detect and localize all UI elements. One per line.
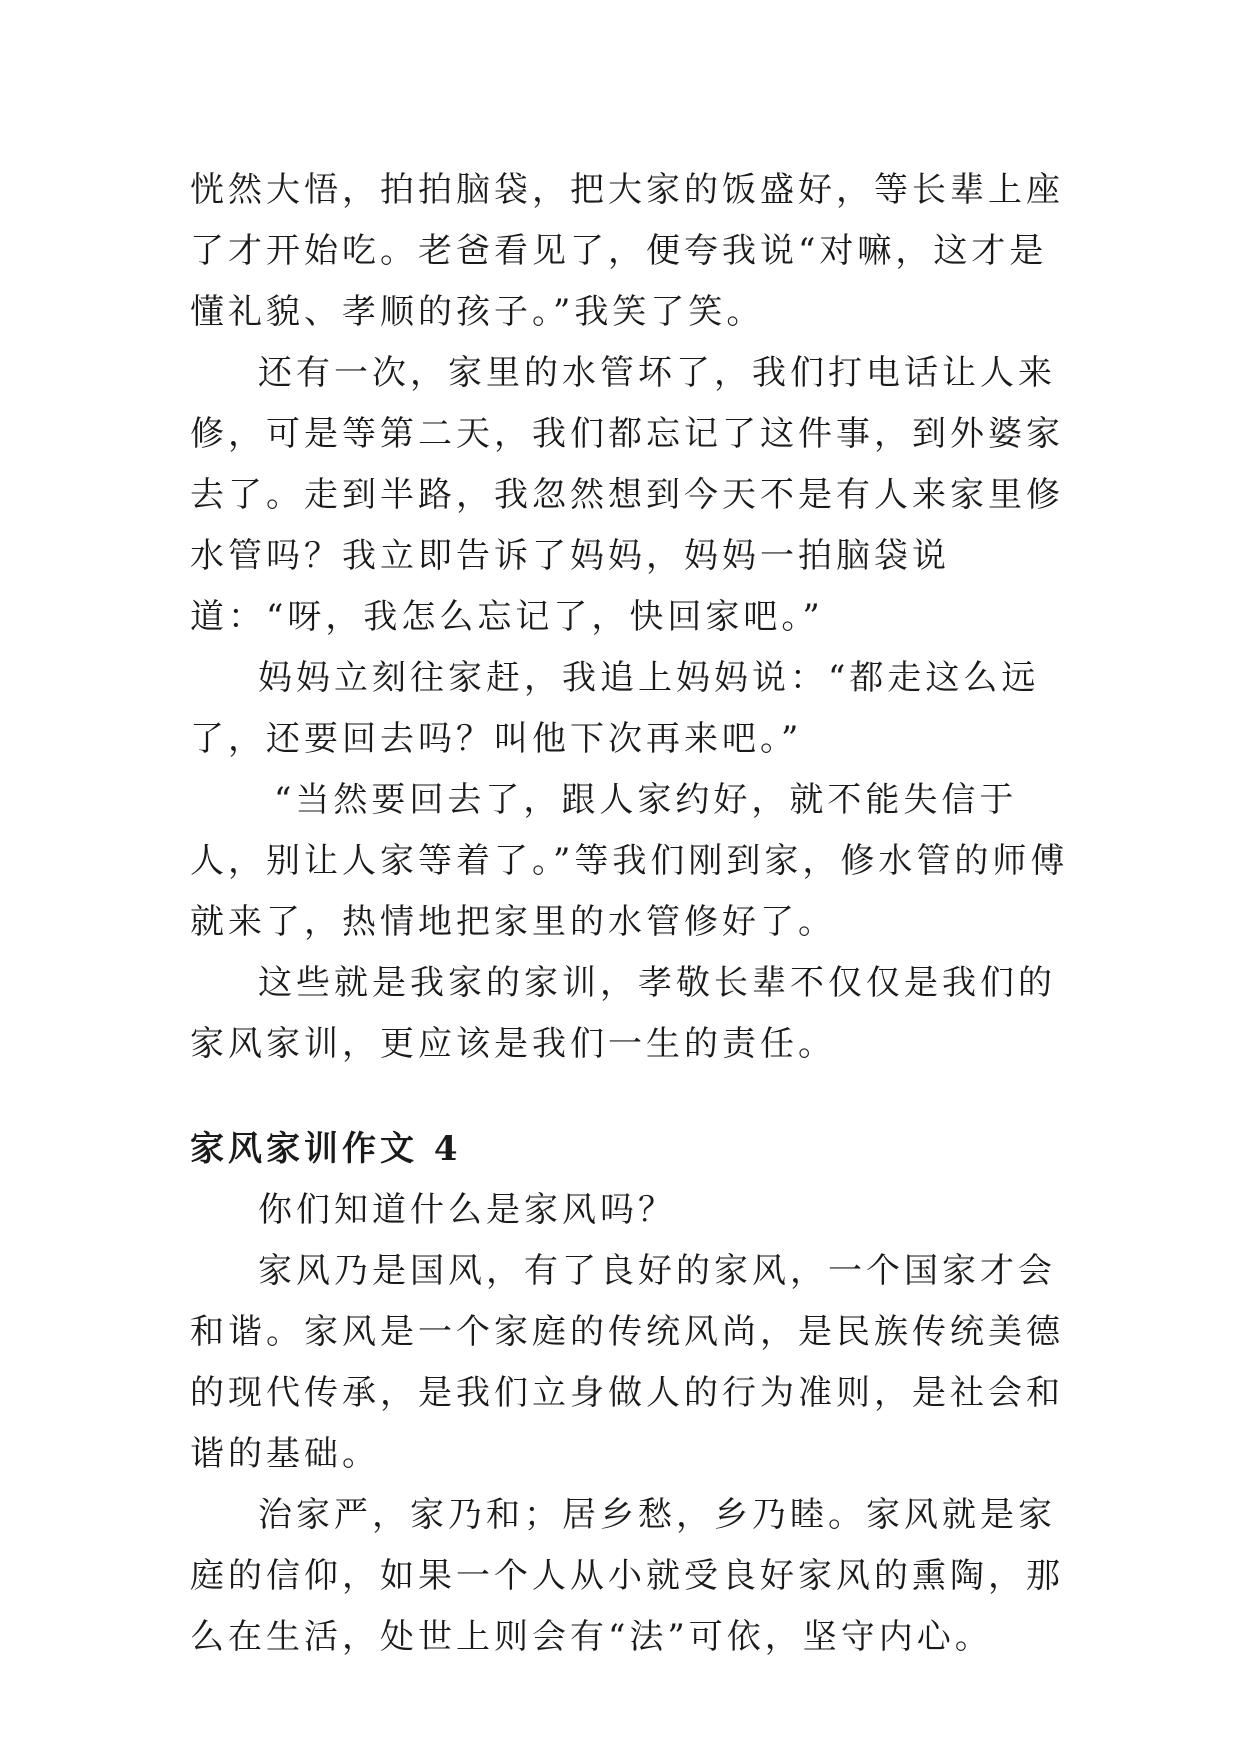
paragraph-continuation: 恍然大悟，拍拍脑袋，把大家的饭盛好，等长辈上座了才开始吃。老爸看见了，便夸我说“对嘛，这才是懂礼貌、孝顺的孩子。”我笑了笑。	[190, 170, 1064, 332]
document-page	[190, 160, 1070, 1668]
section-spacer	[190, 1075, 1070, 1119]
paragraph-keep-promise: “当然要回去了，跟人家约好，就不能失信于人，别让人家等着了。”等我们刚到家，修水管的师傅就来了，热情地把家里的水管修好了。	[190, 780, 1069, 942]
paragraph-conclusion: 这些就是我家的家训，孝敬长辈不仅仅是我们的家风家训，更应该是我们一生的责任。	[190, 963, 1056, 1064]
paragraph-national-style: 家风乃是国风，有了良好的家风，一个国家才会和谐。家风是一个家庭的传统风尚，是民族传统美德的现代传承，是我们立身做人的行为准则，是社会和谐的基础。	[190, 1251, 1064, 1474]
section-title: 家风家训作文 4	[190, 1129, 462, 1169]
paragraph-water-pipe: 还有一次，家里的水管坏了，我们打电话让人来修，可是等第二天，我们都忘记了这件事，到外婆家去了。走到半路，我忽然想到今天不是有人来家里修水管吗？我立即告诉了妈妈，妈妈一拍脑袋说道：“呀，我怎么忘记了，快回家吧。”	[190, 353, 1064, 637]
paragraph-mother-returns: 妈妈立刻往家赶，我追上妈妈说：“都走这么远了，还要回去吗？叫他下次再来吧。”	[190, 658, 1040, 759]
paragraph-question: 你们知道什么是家风吗？	[258, 1190, 676, 1230]
paragraph-family-belief: 治家严，家乃和；居乡愁，乡乃睦。家风就是家庭的信仰，如果一个人从小就受良好家风的熏陶，那么在生活，处世上则会有“法”可依，坚守内心。	[190, 1495, 1064, 1657]
